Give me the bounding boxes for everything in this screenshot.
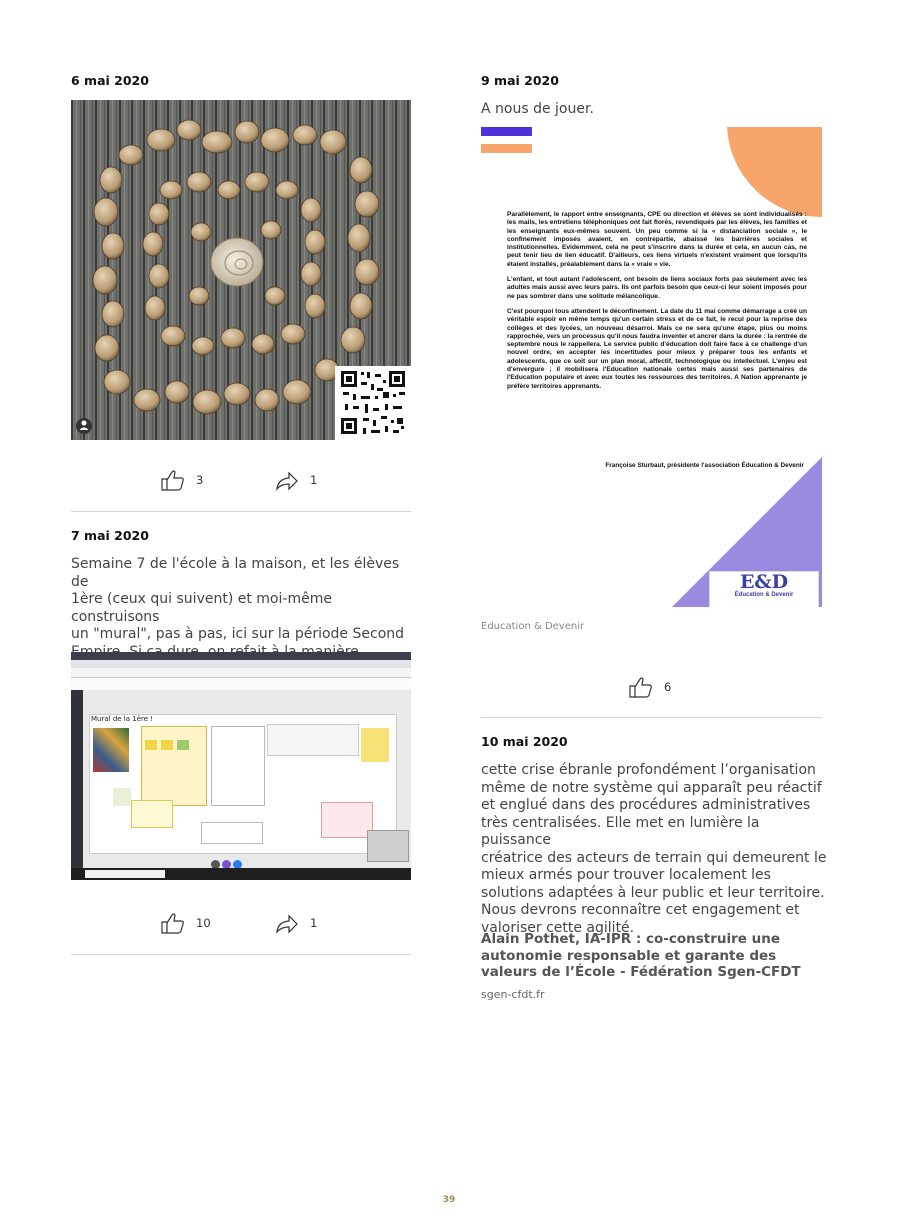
post-divider (481, 717, 822, 718)
post-date: 9 mai 2020 (481, 73, 559, 88)
mural-title: Mural de la 1ère ! (91, 715, 154, 723)
share-count: 1 (310, 916, 318, 930)
article-headline[interactable]: Alain Pothet, IA-IPR : co-construire une autonomie responsable et garante des valeurs de l’École - Fédération Sgen-CFDT (481, 931, 801, 980)
stones-photo[interactable] (71, 100, 411, 440)
poster-signature: Françoise Sturbaut, présidente l'association Éducation & Devenir (605, 462, 804, 469)
share-arrow-icon (274, 468, 300, 492)
page-number: 39 (442, 1195, 456, 1205)
post-divider (71, 954, 411, 955)
post-text: cette crise ébranle profondément l’organisation même de notre système qui apparaît peu réactif et englué dans des procédures administratives très centralisées. Elle met en lumière la puissance créatrice des acteurs de terrain qui demeurent le mieux armés pour trouver localement les solutions adaptées à leur public et leur territoire. Nous devrons reconnaître cet engagement et valoriser cette agilité. (481, 762, 827, 936)
like-count: 10 (196, 916, 211, 930)
like-count: 3 (196, 473, 204, 487)
like-reaction[interactable] (160, 468, 203, 492)
user-icon[interactable] (76, 418, 92, 434)
post-text: Semaine 7 de l'école à la maison, et les élèves de 1ère (ceux qui suivent) et moi-même construisons un "mural", pas à pas, ici sur la période Second (71, 556, 405, 642)
ed-logo: E&D Éducation & Devenir (709, 571, 819, 607)
poster-article: Parallèlement, le rapport entre enseignants, CPE ou direction et élèves se sont individualisés : les mails, les entretiens téléphoniques ont fait florès, revendiqués par les élèves, les familles et les enseignants eux-mêmes souvent. Un peu comme si la « distanciation sociale », le confinement imposés avaient, en contrepartie, abaissé les barrières sociales et institutionnelles. Evidemment, cela ne peut s'inscrire dans la durée et cela, en aucun cas, ne peut tenir lieu de lien éducatif. D'ailleurs, ces liens virtuels n'existent vraiment que lorsqu'ils étaient installés, préalablement dans la « vraie » vie. L'enfant, et tout autant l'adolescent, ont besoin de liens sociaux forts pas seulement avec les adultes mais aussi avec leurs pairs. Ils ont parfois besoin que ceux-ci leur soient imposés pour ne pas sombrer dans une solitude mélancolique. C'est pourquoi tous attendent le déconfinement. La date du 11 mai comme démarrage a créé un véritable espoir en même temps qu'un certain stress et de ce fait, le recul pour la reprise des collèges et des lycées, un nouveau désarroi. Mais ce ne sera qu'une étape, plus ou moins rapprochée, vers un processus qu'il nous faudra inventer et ancrer dans la durée : la rentrée de septembre nous le rappellera. Le service public d'éducation doit faire face à ce challenge d'un nouvel ordre, en accepter les incertitudes pour mieux y préparer tous les enfants et adolescents, que ce soit sur un plan moral, affectif, technologique ou intellectuel. L'enjeu est d'envergure ; il mobilisera l'Education nationale certes mais aussi ses partenaires de l'Education populaire et avec eux toutes les ressources des territoires. A Nation apprenante je préfère territoires apprenants. (507, 211, 807, 390)
post-date: 7 mai 2020 (71, 528, 149, 543)
post-date: 6 mai 2020 (71, 73, 149, 88)
share-reaction[interactable] (274, 468, 317, 492)
post-text: A nous de jouer. (481, 101, 594, 117)
qr-code (335, 366, 411, 440)
thumbs-up-icon (628, 675, 654, 699)
share-count: 1 (310, 473, 318, 487)
thumbs-up-icon (160, 468, 186, 492)
share-arrow-icon (274, 911, 300, 935)
post-source[interactable]: Education & Devenir (481, 621, 585, 632)
post-divider (71, 511, 411, 512)
mural-screenshot[interactable] (71, 652, 411, 880)
like-count: 6 (664, 680, 672, 694)
like-reaction[interactable] (160, 911, 211, 935)
like-reaction[interactable] (628, 675, 671, 699)
thumbs-up-icon (160, 911, 186, 935)
post-date: 10 mai 2020 (481, 734, 568, 749)
share-reaction[interactable] (274, 911, 317, 935)
stones-image (71, 100, 411, 440)
post-source[interactable]: sgen-cfdt.fr (481, 988, 545, 1001)
education-devenir-poster[interactable] (481, 127, 822, 607)
